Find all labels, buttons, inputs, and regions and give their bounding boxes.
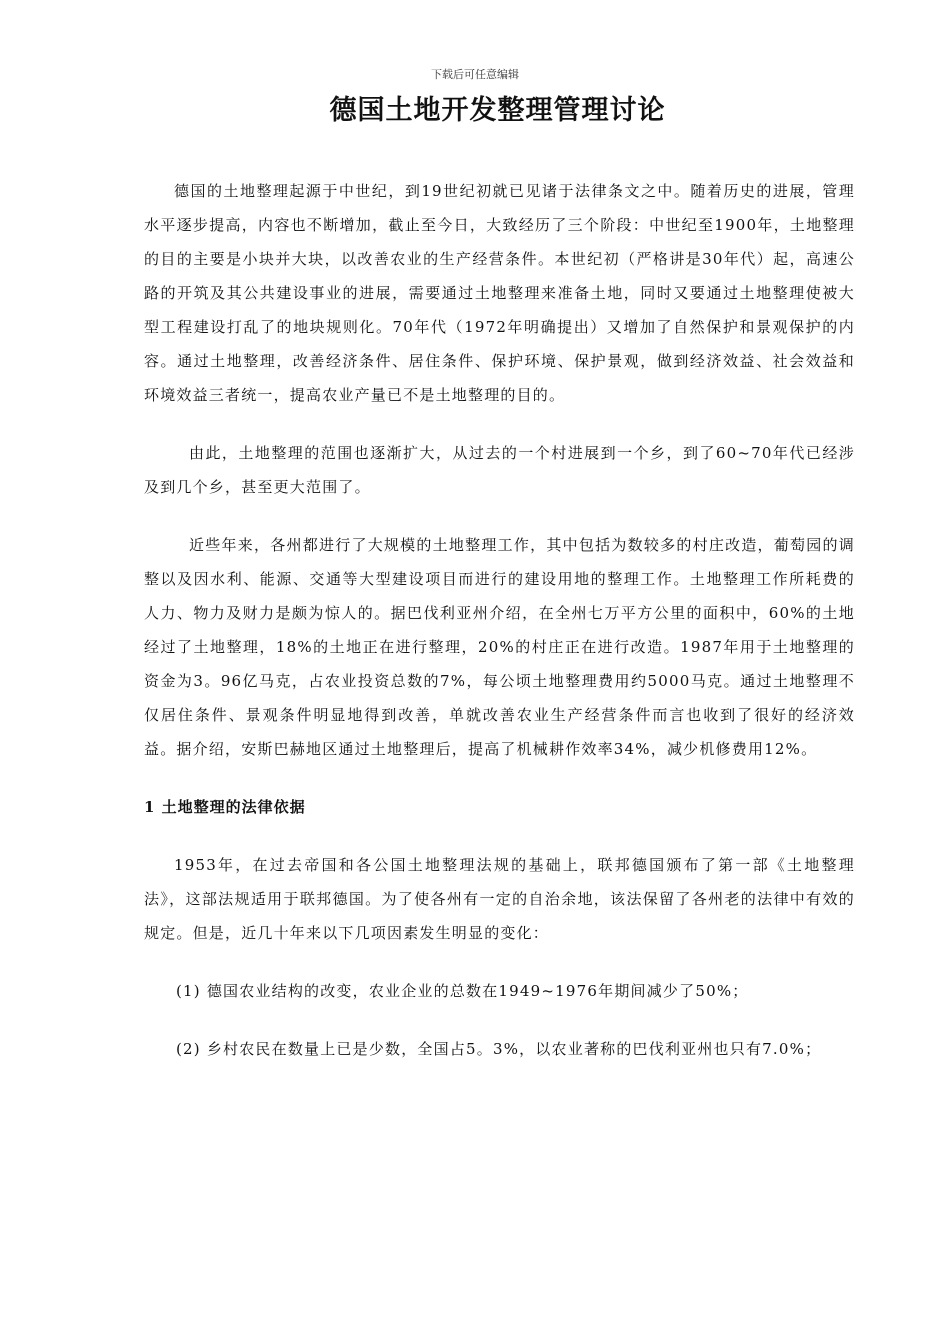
paragraph-scope: 由此，土地整理的范围也逐渐扩大，从过去的一个村进展到一个乡，到了60~70年代已经涉及到几个乡，甚至更大范围了。 <box>144 444 855 496</box>
paragraph-recent-years: 近些年来，各州都进行了大规模的土地整理工作，其中包括为数较多的村庄改造，葡萄园的调整以及因水利、能源、交通等大型建设项目而进行的建设用地的整理工作。土地整理工作所耗费的人力、物力及财力是颇为惊人的。据巴伐利亚州介绍，在全州七万平方公里的面积中，60%的土地经过了土地整理，18%的土地正在进行整理，20%的村庄正在进行改造。1987年用于土地整理的资金为3。96亿马克，占农业投资总数的7%，每公顷土地整理费用约5000马克。通过土地整理不仅居住条件、景观条件明显地得到改善，单就改善农业生产经营条件而言也收到了很好的经济效益。据介绍，安斯巴赫地区通过土地整理后，提高了机械耕作效率34%，减少机修费用12%。 <box>144 536 855 758</box>
paragraph-gap <box>144 1008 855 1032</box>
list-item-structure-change: (1) 德国农业结构的改变，农业企业的总数在1949~1976年期间减少了50%； <box>176 982 749 1000</box>
header-note: 下载后可任意编辑 <box>431 68 519 81</box>
paragraph-legal-basis: 1953年，在过去帝国和各公国土地整理法规的基础上，联邦德国颁布了第一部《土地整理法》，这部法规适用于联邦德国。为了使各州有一定的自治余地，该法保留了各州老的法律中有效的规定。但是，近几十年来以下几项因素发生明显的变化： <box>144 856 855 942</box>
document-title: 德国土地开发整理管理讨论 <box>329 95 666 126</box>
section-heading-legal-basis: 1 土地整理的法律依据 <box>144 798 306 816</box>
list-item-farmers-minority: (2) 乡村农民在数量上已是少数，全国占5。3%，以农业著称的巴伐利亚州也只有7.0%； <box>176 1040 822 1058</box>
paragraph-gap <box>144 412 855 436</box>
paragraph-history: 德国的土地整理起源于中世纪，到19世纪初就已见诸于法律条文之中。随着历史的进展，管理水平逐步提高，内容也不断增加，截止至今日，大致经历了三个阶段：中世纪至1900年，土地整理的目的主要是小块并大块，以改善农业的生产经营条件。本世纪初（严格讲是30年代）起，高速公路的开筑及其公共建设事业的进展，需要通过土地整理来准备土地，同时又要通过土地整理使被大型工程建设打乱了的地块规则化。70年代（1972年明确提出）又增加了自然保护和景观保护的内容。通过土地整理，改善经济条件、居住条件、保护环境、保护景观，做到经济效益、社会效益和环境效益三者统一，提高农业产量已不是土地整理的目的。 <box>144 182 855 404</box>
paragraph-gap <box>144 504 855 528</box>
paragraph-gap <box>144 950 855 974</box>
paragraph-gap <box>144 766 855 790</box>
paragraph-gap <box>144 824 855 848</box>
document-body <box>144 174 855 1066</box>
